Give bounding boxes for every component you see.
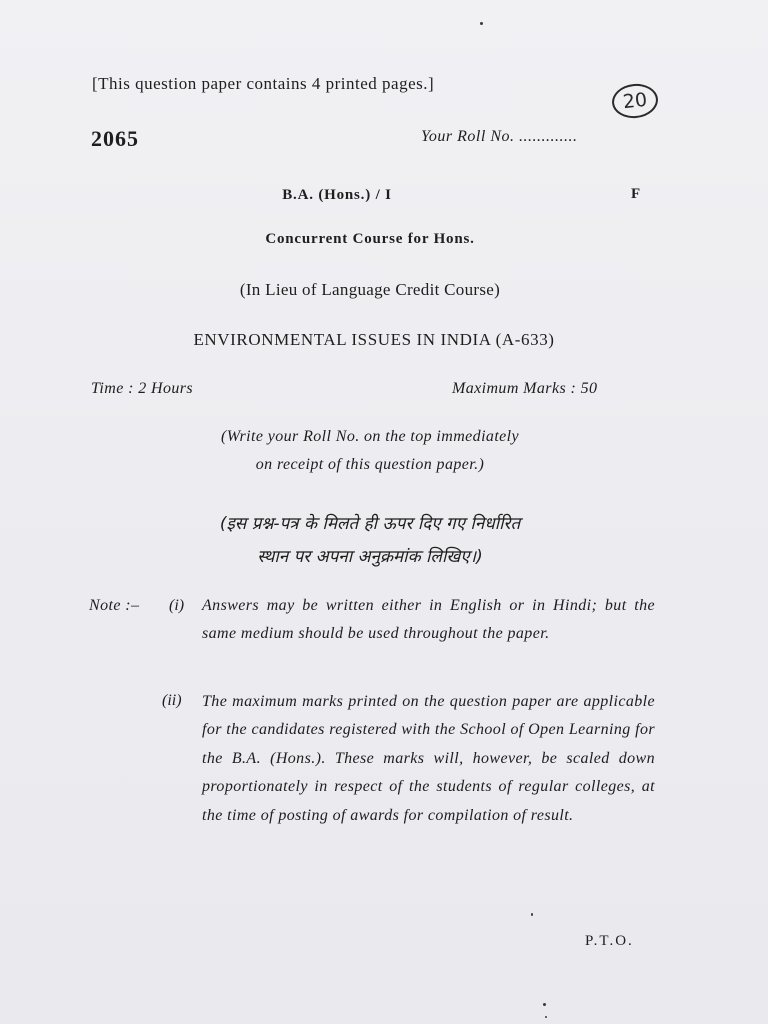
paper-code: 2065: [91, 126, 139, 151]
pages-note: [This question paper contains 4 printed pages.]: [92, 74, 435, 93]
exam-time: Time : 2 Hours: [91, 380, 194, 397]
paper-set: F: [631, 186, 641, 202]
degree-row: [0, 186, 768, 204]
concurrent-course-title: Concurrent Course for Hons.: [265, 231, 475, 247]
note-2-number: (ii): [162, 692, 182, 709]
note-label: Note :–: [89, 597, 140, 614]
lieu-course-note: (In Lieu of Language Credit Course): [239, 280, 501, 299]
note-1-text: Answers may be written either in English or in Hindi; but the same medium should be used throughout the paper.: [202, 597, 655, 643]
circled-number: 20: [610, 82, 659, 121]
pto-marker: P.T.O.: [585, 933, 634, 949]
note-1-number: (i): [169, 597, 185, 614]
scan-speck: [543, 1003, 546, 1006]
instruction-english-line-1: (Write your Roll No. on the top immediately: [220, 428, 520, 445]
note-2-text: The maximum marks printed on the question paper are applicable for the candidates registered with the School of Open Learning for the B.A. (Hons.). These marks will, however, be scaled down proportionately in respect of the students of regular colleges, at the time of posting of awards for compilation of result.: [202, 693, 655, 824]
scan-speck: [480, 22, 483, 25]
roll-number-field: Your Roll No. .............: [421, 128, 578, 145]
maximum-marks: Maximum Marks : 50: [452, 380, 598, 397]
subject-title: ENVIRONMENTAL ISSUES IN INDIA (A-633): [193, 330, 555, 349]
scan-speck: [531, 913, 533, 916]
scan-speck: [545, 1016, 547, 1018]
instruction-hindi-line-1: (इस प्रश्न-पत्र के मिलते ही ऊपर दिए गए निर्धारित: [219, 514, 521, 534]
degree-title: B.A. (Hons.) / I: [282, 187, 392, 203]
instruction-english-line-2: on receipt of this question paper.): [255, 456, 485, 473]
instruction-hindi-line-2: स्थान पर अपना अनुक्रमांक लिखिए।): [257, 547, 483, 567]
